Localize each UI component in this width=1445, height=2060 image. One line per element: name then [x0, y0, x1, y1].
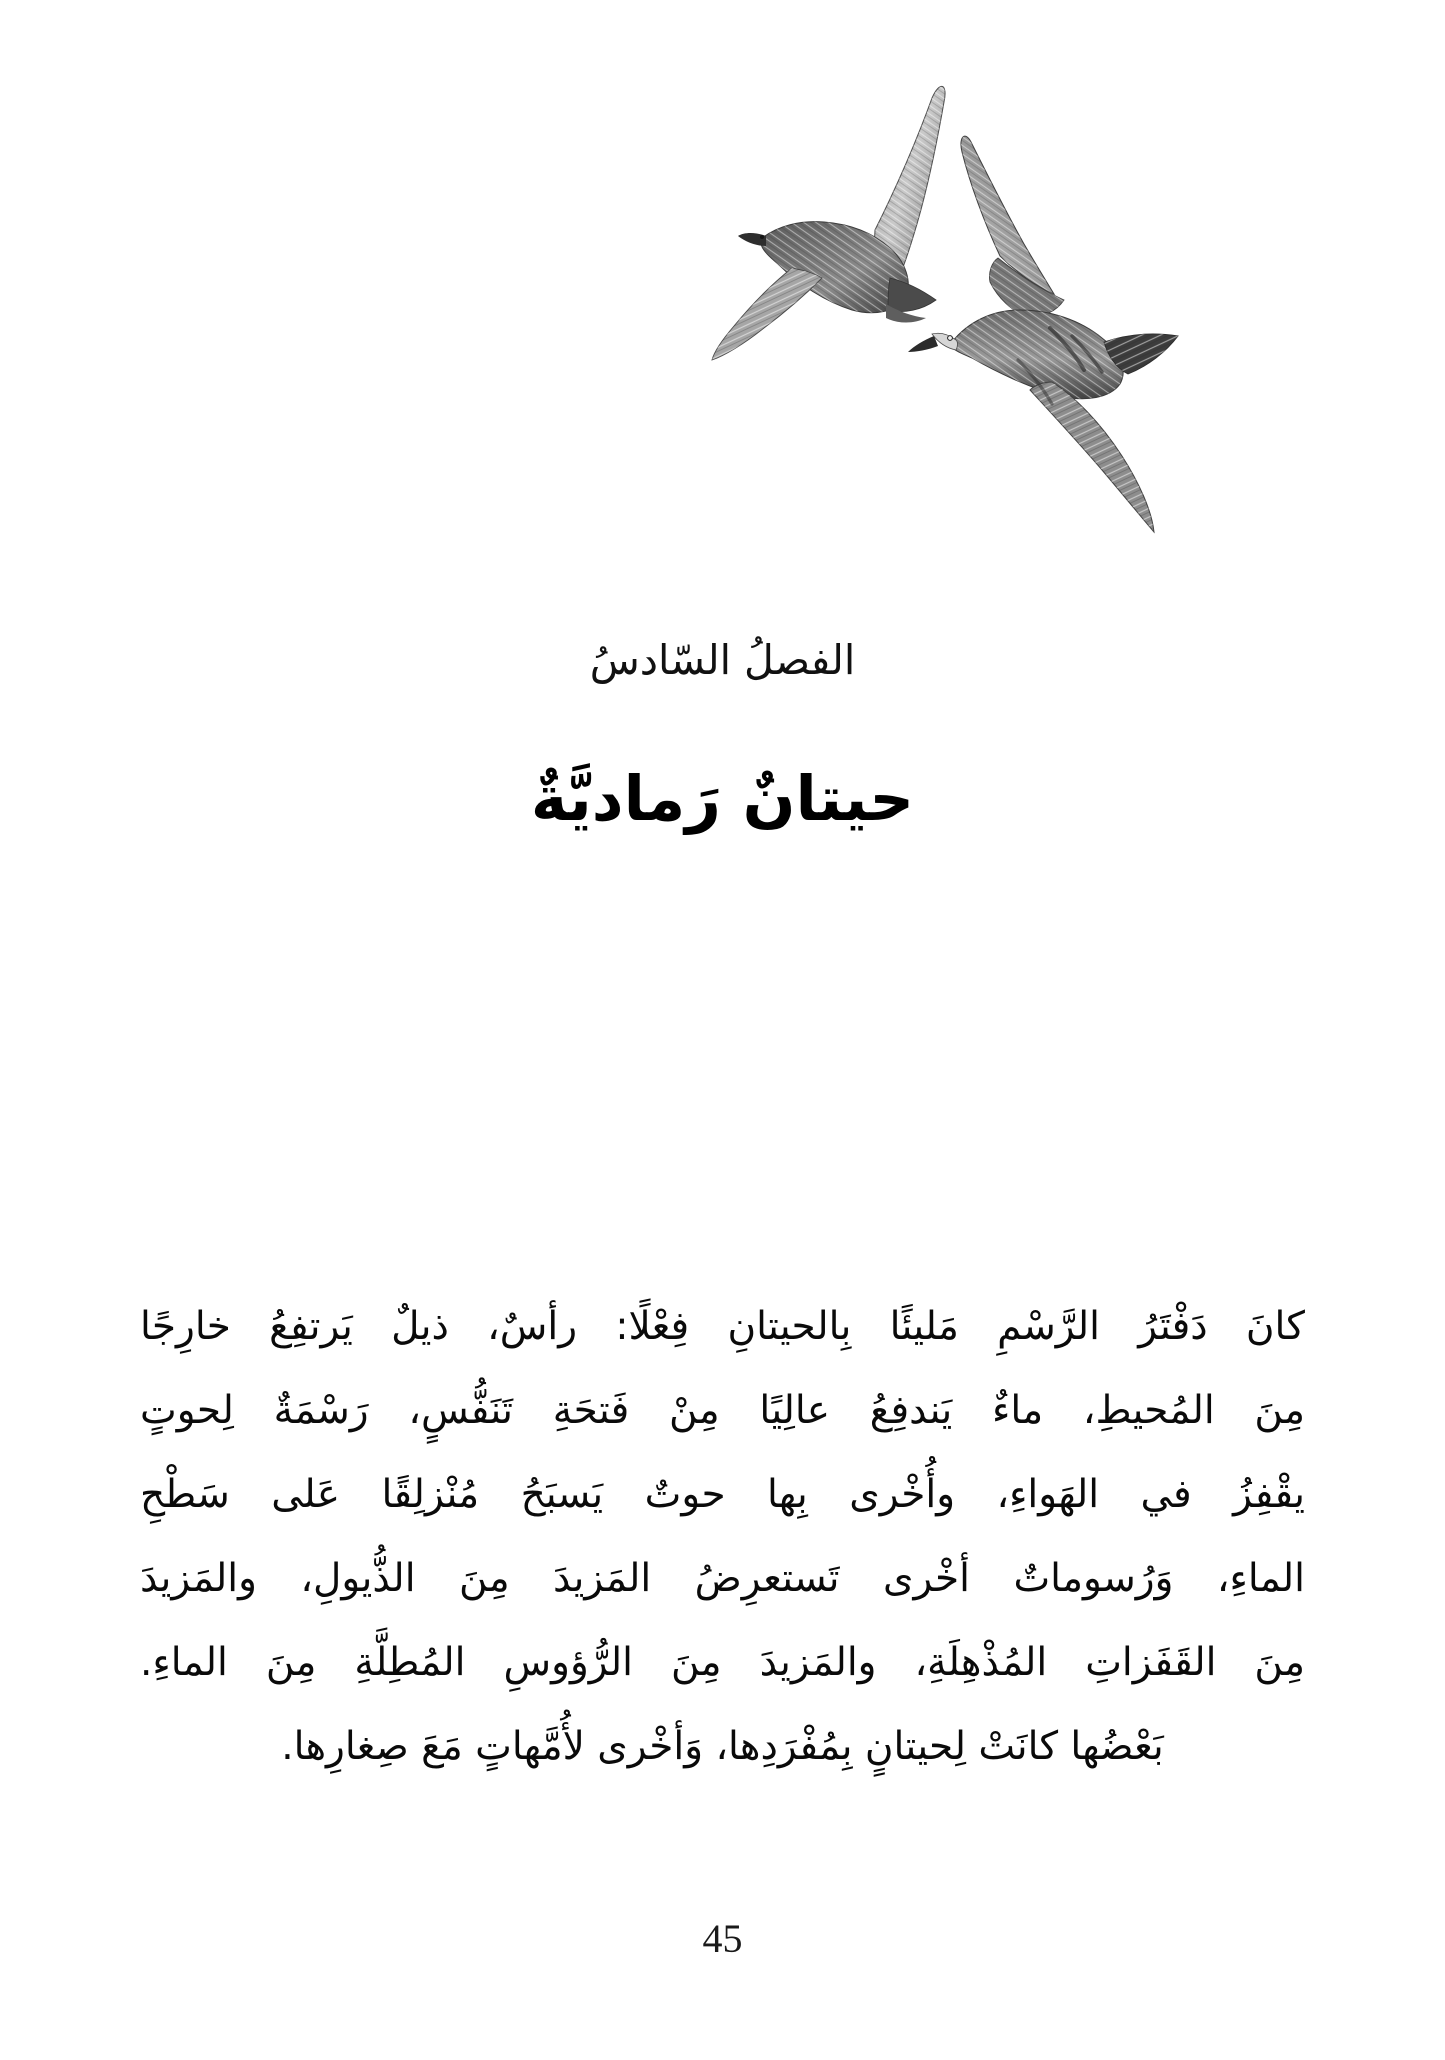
chapter-title: حيتانٌ رَماديَّةٌ [530, 761, 915, 835]
seabird-right [908, 136, 1178, 532]
body-line: بَعْضُها كانَتْ لِحيتانٍ بِمُفْرَدِها، وَأخْرى لأُمَّهاتٍ مَعَ صِغارِها. [281, 1724, 1164, 1769]
chapter-heading [0, 630, 1445, 885]
body-paragraph [140, 1285, 1305, 1789]
body-line: مِنَ المُحيطِ، ماءٌ يَندفِعُ عالِيًا مِنْ فَتحَةِ تَنَفُّسٍ، رَسْمَةٌ لِحوتٍ [140, 1388, 1305, 1433]
page-number: 45 [702, 1916, 743, 1961]
chapter-label: الفصلُ السّادسُ [589, 636, 856, 684]
body-line: يقْفِزُ في الهَواءِ، وأُخْرى بِها حوتٌ يَسبَحُ مُنْزلِقًا عَلى سَطْحِ [140, 1472, 1305, 1517]
body-line: مِنَ القَفَزاتِ المُذْهِلَةِ، والمَزيدَ مِنَ الرُّؤوسِ المُطِلَّةِ مِنَ الماءِ. [140, 1640, 1305, 1685]
two-flying-seabirds-engraving [700, 60, 1200, 560]
body-line: الماءِ، وَرُسوماتٌ أخْرى تَستعرِضُ المَزيدَ مِنَ الذُّيولِ، والمَزيدَ [140, 1556, 1305, 1601]
seabird-left [712, 86, 945, 360]
body-line: كانَ دَفْتَرُ الرَّسْمِ مَليئًا بِالحيتانِ فِعْلًا: رأسٌ، ذيلٌ يَرتفِعُ خارِجًا [140, 1304, 1305, 1349]
